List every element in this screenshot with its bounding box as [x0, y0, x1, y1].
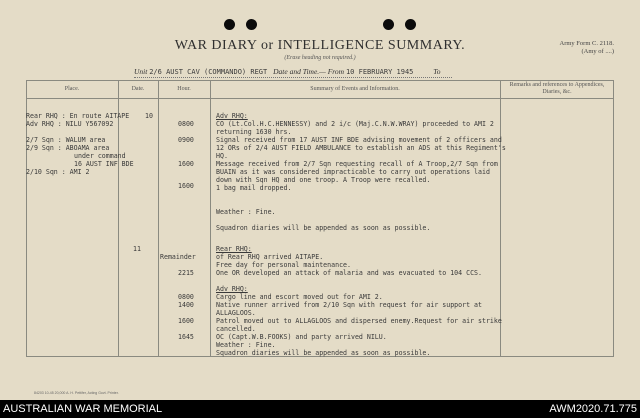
summary-line: Message received from 2/7 Sqn requesting recall of A Troop,2/7 Sqn from [216, 160, 498, 168]
summary-line: Native runner arrived from 2/10 Sqn with request for air support at [216, 301, 482, 309]
hour-entry: 0900 [178, 136, 194, 144]
from-label: From [327, 67, 345, 76]
hour-entry: 1600 [178, 317, 194, 325]
army-form-sub: (Amy of ....) [581, 48, 614, 55]
hour-entry: 1600 [178, 182, 194, 190]
summary-remarks-divider [500, 80, 501, 356]
summary-line: of Rear RHQ arrived AITAPE. [216, 253, 324, 261]
printer-footer: 84203 10-45 20,000 A. H. Pettifer, Acting Govt. Printer. [34, 391, 119, 395]
date-hour-divider [158, 80, 159, 356]
unit-label: Unit [134, 67, 148, 76]
remarks-header: Remarks and references to Appendices, Diaries, &c. [509, 82, 605, 95]
place-entry: Rear RHQ : En route AITAPE [26, 112, 130, 120]
to-label: To [433, 67, 441, 76]
punch-hole [383, 19, 394, 30]
punch-hole [224, 19, 235, 30]
summary-line: Weather : Fine. [216, 341, 276, 349]
summary-heading: Adv RHQ: [216, 112, 248, 120]
summary-line: Squadron diaries will be appended as soon as possible. [216, 224, 431, 232]
hour-entry: 1600 [178, 160, 194, 168]
summary-heading: Rear RHQ: [216, 245, 252, 253]
summary-line: Weather : Fine. [216, 208, 276, 216]
summary-line: BUAIN as it was considered impracticable to carry out operations laid [216, 168, 490, 176]
place-entry: 16 AUST INF BDE [74, 160, 134, 168]
hour-summary-divider [210, 80, 211, 356]
summary-line: down with Sqn HQ and one troop. A Troop were recalled. [216, 176, 431, 184]
place-date-divider [118, 80, 119, 356]
summary-line: cancelled. [216, 325, 256, 333]
unit-line: Unit 2/6 AUST CAV (COMMANDO) REGT Date and Time.— From 10 FEBRUARY 1945 To [134, 67, 452, 78]
summary-heading: Adv RHQ: [216, 285, 248, 293]
place-entry: 2/10 Sqn : AMI 2 [26, 168, 90, 176]
place-entry: under command [74, 152, 126, 160]
place-entry: 2/7 Sqn : WALUM area [26, 136, 106, 144]
institution-name: AUSTRALIAN WAR MEMORIAL [3, 403, 163, 415]
table-right-rule [613, 80, 614, 356]
place-entry: Adv RHQ : NILU Y567092 [26, 120, 114, 128]
hour-entry: Remainder [160, 253, 196, 261]
summary-line: Signal received from 17 AUST INF BDE advising movement of 2 officers and [216, 136, 502, 144]
summary-line: Patrol moved out to ALLAGLOOS and dispersed enemy.Request for air strike [216, 317, 502, 325]
place-header: Place. [64, 86, 80, 92]
date-header: Date. [131, 86, 145, 92]
summary-line: CO (Lt.Col.H.C.HENNESSY) and 2 i/c (Maj.C.N.W.WRAY) proceeded to AMI 2 [216, 120, 494, 128]
army-form-label: Army Form C. 2118. [559, 40, 614, 47]
table-top-rule [26, 80, 614, 81]
place-entry: 2/9 Sqn : ABOAMA area [26, 144, 110, 152]
hour-entry: 1400 [178, 301, 194, 309]
table-header-rule [26, 98, 614, 99]
punch-hole [246, 19, 257, 30]
hour-entry: 0800 [178, 293, 194, 301]
form-subtitle: (Erase heading not required.) [284, 55, 356, 61]
summary-line: ALLAGLOOS. [216, 309, 256, 317]
unit-value: 2/6 AUST CAV (COMMANDO) REGT [149, 68, 268, 76]
summary-line: 1 bag mail dropped. [216, 184, 292, 192]
hour-header: Hour. [177, 86, 191, 92]
summary-line: Free day for personal maintenance. [216, 261, 351, 269]
summary-header: Summary of Events and Information. [310, 86, 400, 92]
hour-entry: 0800 [178, 120, 194, 128]
form-title: WAR DIARY or INTELLIGENCE SUMMARY. [174, 38, 466, 53]
army-form-number [560, 40, 614, 56]
hour-entry: 2215 [178, 269, 194, 277]
date-entry: 10 [145, 112, 153, 120]
summary-line: 12 ORs of 2/4 AUST FIELD AMBULANCE to establish an ADS at this Regiment's [216, 144, 506, 152]
caption-bar [0, 400, 640, 418]
date-time-label: Date and Time [273, 67, 318, 76]
summary-line: OC (Capt.W.B.FOOKS) and party arrived NILU. [216, 333, 387, 341]
summary-line: Cargo line and escort moved out for AMI 2. [216, 293, 383, 301]
summary-line: HQ. [216, 152, 228, 160]
summary-line: One OR developed an attack of malaria and was evacuated to 104 CCS. [216, 269, 482, 277]
from-value: 10 FEBRUARY 1945 [345, 68, 414, 76]
summary-line: returning 1630 hrs. [216, 128, 292, 136]
punch-hole [405, 19, 416, 30]
summary-line: Squadron diaries will be appended as soon as possible. [216, 349, 431, 357]
hour-entry: 1645 [178, 333, 194, 341]
catalogue-number: AWM2020.71.775 [549, 403, 637, 415]
date-entry: 11 [133, 245, 141, 253]
